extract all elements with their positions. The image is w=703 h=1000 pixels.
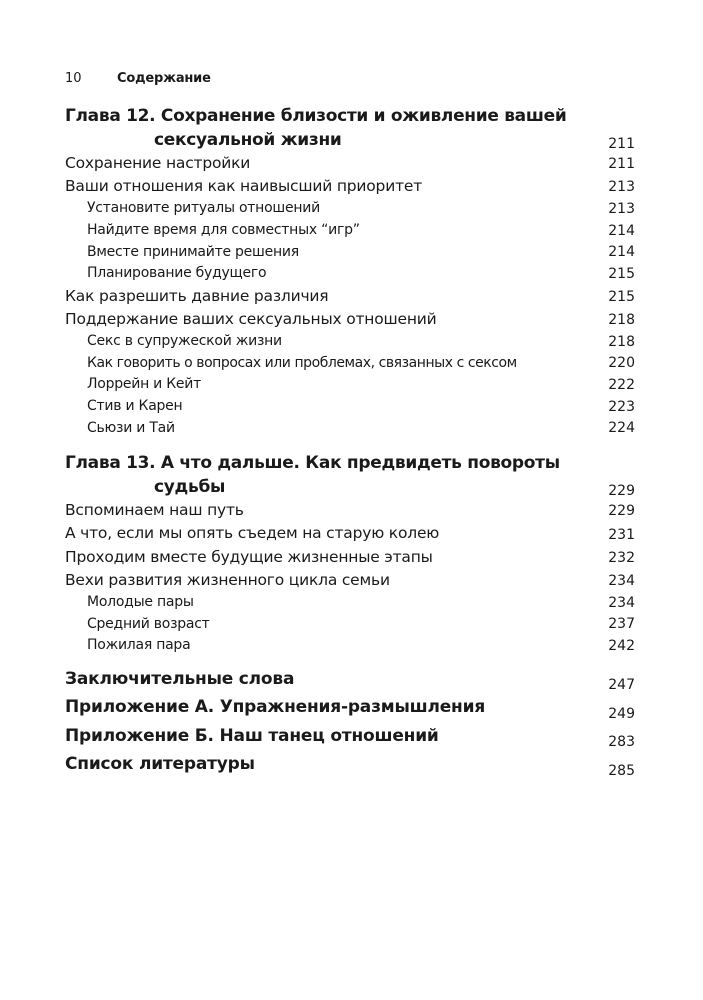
table-of-contents (65, 104, 635, 779)
toc-page-number: 229 (608, 483, 635, 500)
toc-page-number: 218 (608, 312, 635, 329)
toc-chapter-title: Глава 12. Сохранение близости и оживление вашей (65, 106, 567, 126)
toc-subentry-label: Установите ритуалы отношений (87, 200, 320, 217)
toc-page-number: 229 (608, 503, 635, 520)
toc-entry (65, 569, 635, 592)
toc-entry (65, 522, 635, 545)
toc-back-matter-label: Список литературы (65, 754, 255, 775)
toc-page-number: 214 (608, 222, 635, 239)
toc-back-matter (65, 693, 635, 722)
toc-subentry-label: Планирование будущего (87, 265, 267, 282)
running-title: Содержание (117, 71, 211, 86)
toc-page-number: 234 (608, 594, 635, 611)
toc-chapter-title-cont: судьбы (154, 477, 226, 498)
toc-subentry (65, 396, 635, 418)
toc-back-matter-label: Приложение Б. Наш танец отношений (65, 725, 439, 746)
page-number: 10 (65, 71, 82, 86)
toc-page-number: 249 (608, 705, 635, 722)
toc-entry (65, 499, 635, 522)
toc-subentry-label: Найдите время для совместных “игр” (87, 222, 360, 238)
toc-subentry-label: Сьюзи и Тай (87, 419, 175, 436)
toc-page-number: 211 (608, 136, 635, 152)
running-head (65, 71, 211, 86)
toc-subentry (65, 353, 635, 375)
toc-subentry (65, 331, 635, 353)
toc-subentry-label: Пожилая пара (87, 637, 191, 654)
toc-chapter-12 (65, 104, 635, 152)
toc-page-number: 242 (608, 637, 635, 654)
toc-subentry-label: Молодые пары (87, 593, 194, 610)
toc-subentry (65, 242, 635, 264)
toc-subentry-label: Лоррейн и Кейт (87, 376, 202, 393)
toc-entry-label: Поддержание ваших сексуальных отношений (65, 309, 437, 328)
toc-chapter-13 (65, 451, 635, 499)
toc-page-number: 222 (608, 376, 635, 393)
toc-page-number: 224 (608, 420, 635, 437)
toc-subentry (65, 374, 635, 396)
spacer (65, 657, 635, 665)
toc-page-number: 247 (608, 677, 635, 694)
toc-chapter-title-cont: сексуальной жизни (154, 130, 342, 150)
toc-subentry (65, 635, 635, 657)
toc-page-number: 213 (608, 201, 635, 217)
toc-entry-label: Проходим вместе будущие жизненные этапы (65, 547, 433, 566)
toc-subentry (65, 198, 635, 220)
toc-subentry (65, 220, 635, 242)
toc-page-number: 213 (608, 179, 635, 196)
toc-back-matter-label: Приложение А. Упражнения-размышления (65, 697, 486, 718)
toc-page-number: 220 (608, 355, 635, 372)
toc-back-matter (65, 750, 635, 779)
toc-page-number: 218 (608, 333, 635, 350)
toc-entry-label: Вспоминаем наш путь (65, 501, 244, 520)
toc-subentry-label: Средний возраст (87, 615, 210, 632)
toc-subentry-label: Вместе принимайте решения (87, 243, 299, 260)
toc-page-number: 211 (608, 156, 635, 173)
toc-entry (65, 152, 635, 175)
toc-subentry (65, 418, 635, 440)
toc-entry (65, 308, 635, 331)
toc-page-number: 231 (608, 526, 635, 543)
toc-subentry (65, 592, 635, 614)
toc-subentry-label: Секс в супружеской жизни (87, 333, 282, 350)
toc-subentry (65, 263, 635, 285)
toc-entry-label: А что, если мы опять съедем на старую колею (65, 524, 440, 543)
toc-page-number: 232 (608, 549, 635, 566)
toc-page-number: 285 (608, 762, 635, 779)
toc-page-number: 214 (608, 244, 635, 261)
toc-subentry-label: Как говорить о вопросах или проблемах, связанных с сексом (87, 354, 517, 371)
toc-subentry-label: Стив и Карен (87, 397, 183, 414)
toc-subentry (65, 614, 635, 636)
toc-back-matter (65, 722, 635, 751)
toc-page-number: 223 (608, 398, 635, 415)
toc-entry (65, 175, 635, 198)
toc-entry-label: Сохранение настройки (65, 154, 251, 172)
toc-chapter-title: Глава 13. А что дальше. Как предвидеть повороты (65, 453, 560, 474)
toc-page-number: 237 (608, 616, 635, 633)
toc-back-matter-label: Заключительные слова (65, 668, 295, 689)
toc-page-number: 234 (608, 572, 635, 589)
toc-entry (65, 285, 635, 308)
toc-page-number: 283 (608, 734, 635, 751)
toc-entry-label: Ваши отношения как наивысший приоритет (65, 177, 423, 196)
toc-page-number: 215 (608, 265, 635, 282)
toc-entry-label: Вехи развития жизненного цикла семьи (65, 570, 390, 589)
toc-entry-label: Как разрешить давние различия (65, 286, 329, 305)
toc-back-matter (65, 665, 635, 694)
toc-page-number: 215 (608, 288, 635, 305)
toc-entry (65, 546, 635, 569)
